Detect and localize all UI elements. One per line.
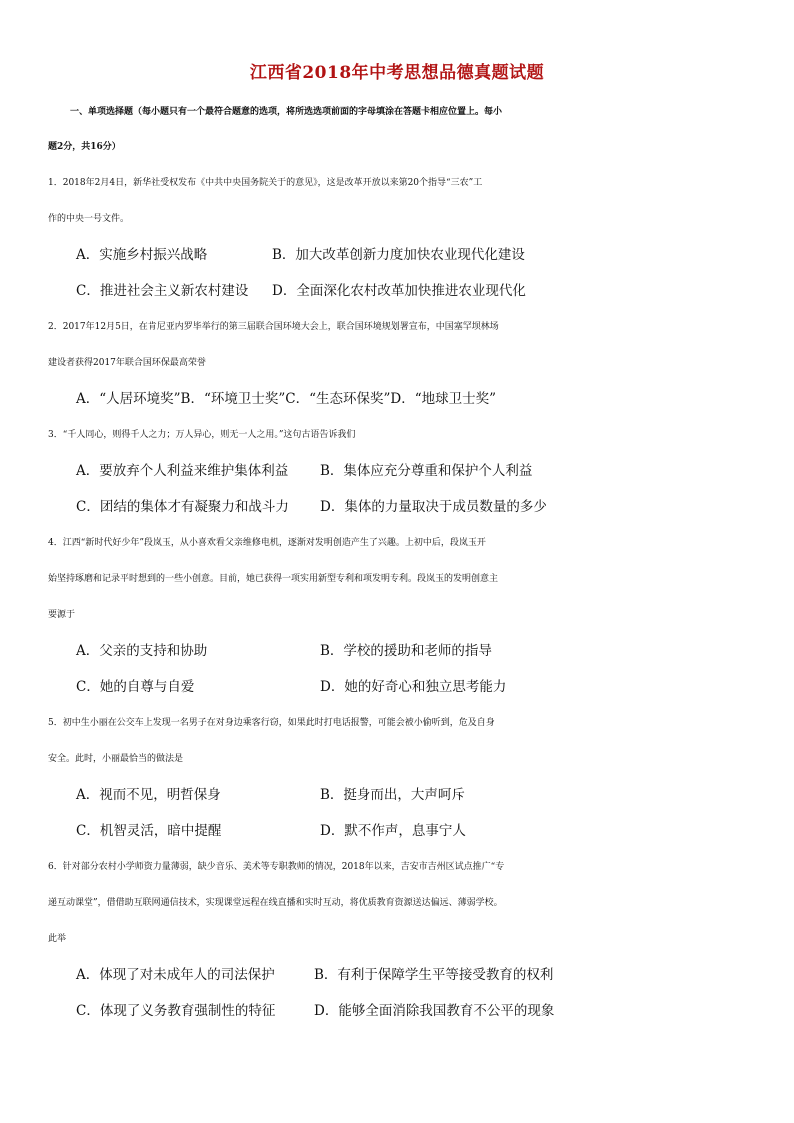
question-3-stem-line1: 3．“千人同心，则得千人之力；万人异心，则无一人之用。”这句古语告诉我们 xyxy=(48,430,356,440)
question-5-option-a[interactable]: A．视而不见，明哲保身 xyxy=(76,787,221,803)
section-heading-line1: 一、单项选择题（每小题只有一个最符合题意的选项，将所选选项前面的字母填涂在答题卡相应位置上。每小 xyxy=(70,107,503,117)
question-1-option-c[interactable]: C．推进社会主义新农村建设 xyxy=(76,283,249,299)
question-6-stem-line1: 6．针对部分农村小学师资力量薄弱，缺少音乐、美术等专职教师的情况，2018年以来，吉安市吉州区试点推广“专 xyxy=(48,862,505,872)
question-4-option-d[interactable]: D．她的好奇心和独立思考能力 xyxy=(320,679,507,695)
question-6-option-a[interactable]: A．体现了对未成年人的司法保护 xyxy=(76,967,275,983)
question-4-stem-line3: 要源于 xyxy=(48,610,76,620)
question-1-stem-line2: 作的中央一号文件。 xyxy=(48,214,130,224)
question-2-options[interactable]: A．“人居环境奖”B．“环境卫士奖”C．“生态环保奖”D．“地球卫士奖” xyxy=(76,391,497,407)
section-heading-line2: 题2分，共16分） xyxy=(48,142,121,152)
question-1-stem-line1: 1．2018年2月4日，新华社受权发布《中共中央国务院关于的意见》，这是改革开放以来第20个指导“三农”工 xyxy=(48,178,483,188)
exam-title: 江西省2018年中考思想品德真题试题 xyxy=(249,63,545,83)
question-3-option-d[interactable]: D．集体的力量取决于成员数量的多少 xyxy=(320,499,547,515)
question-4-option-a[interactable]: A．父亲的支持和协助 xyxy=(76,643,208,659)
question-6-stem-line3: 此举 xyxy=(48,934,67,944)
question-6-option-c[interactable]: C．体现了义务教育强制性的特征 xyxy=(76,1003,276,1019)
question-4-stem-line1: 4．江西“新时代好少年”段岚玉，从小喜欢看父亲维修电机，逐渐对发明创造产生了兴趣。上初中后，段岚玉开 xyxy=(48,538,486,548)
question-4-option-b[interactable]: B．学校的援助和老师的指导 xyxy=(320,643,492,659)
question-2-stem-line2: 建设者获得2017年联合国环保最高荣誉 xyxy=(48,358,206,368)
question-2-stem-line1: 2．2017年12月5日，在肯尼亚内罗毕举行的第三届联合国环境大会上，联合国环境规划署宣布，中国塞罕坝林场 xyxy=(48,322,499,332)
question-5-option-b[interactable]: B．挺身而出，大声呵斥 xyxy=(320,787,465,803)
question-6-option-b[interactable]: B．有利于保障学生平等接受教育的权利 xyxy=(314,967,554,983)
question-5-option-c[interactable]: C．机智灵活，暗中提醒 xyxy=(76,823,222,839)
question-5-stem-line2: 安全。此时，小丽最恰当的做法是 xyxy=(48,754,184,764)
question-4-option-c[interactable]: C．她的自尊与自爱 xyxy=(76,679,195,695)
question-3-option-c[interactable]: C．团结的集体才有凝聚力和战斗力 xyxy=(76,499,289,515)
question-5-stem-line1: 5．初中生小丽在公交车上发现一名男子在对身边乘客行窃，如果此时打电话报警，可能会被小偷听到，危及自身 xyxy=(48,718,495,728)
question-5-option-d[interactable]: D．默不作声，息事宁人 xyxy=(320,823,466,839)
question-6-option-d[interactable]: D．能够全面消除我国教育不公平的现象 xyxy=(314,1003,555,1019)
question-6-stem-line2: 递互动课堂”，借借助互联网通信技术，实现课堂远程在线直播和实时互动，将优质教育资源送达偏远、薄弱学校。 xyxy=(48,898,503,908)
question-1-option-b[interactable]: B．加大改革创新力度加快农业现代化建设 xyxy=(272,247,525,263)
question-1-option-d[interactable]: D．全面深化农村改革加快推进农业现代化 xyxy=(272,283,526,299)
question-4-stem-line2: 始坚持琢磨和记录平时想到的一些小创意。目前，她已获得一项实用新型专利和项发明专利。段岚玉的发明创意主 xyxy=(48,574,499,584)
question-3-option-a[interactable]: A．要放弃个人利益来维护集体利益 xyxy=(76,463,289,479)
question-3-option-b[interactable]: B．集体应充分尊重和保护个人利益 xyxy=(320,463,533,479)
question-1-option-a[interactable]: A．实施乡村振兴战略 xyxy=(76,247,208,263)
